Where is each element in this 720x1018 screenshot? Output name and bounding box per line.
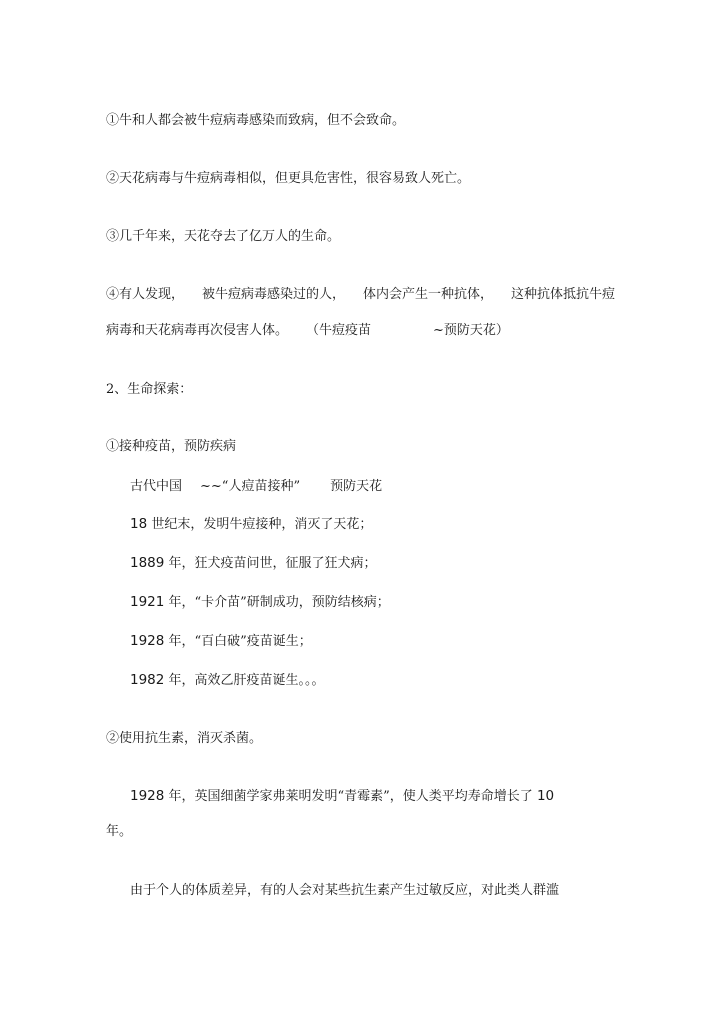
century-text: 世纪末，发明牛痘接种，消灭了天花； bbox=[151, 517, 373, 532]
year-1982: 1982 bbox=[130, 672, 165, 688]
fact-item-3: ③几千年来，天花夺去了亿万人的生命。 bbox=[106, 229, 341, 244]
fact-item-4-part-a: ④有人发现， bbox=[106, 287, 185, 302]
text-1889: 年，狂犬疫苗问世，征服了狂犬病； bbox=[168, 556, 377, 571]
antibiotics-paragraph-1 bbox=[130, 788, 554, 805]
penicillin-text: 年，英国细菌学家弗莱明发明“青霉素”，使人类平均寿命增长了 bbox=[168, 789, 533, 804]
section-2-heading: 2、生命探索： bbox=[106, 382, 193, 397]
antibiotics-paragraph-2: 由于个人的体质差异，有的人会对某些抗生素产生过敏反应，对此类人群滥 bbox=[130, 883, 560, 898]
vaccine-heading: ①接种疫苗，预防疾病 bbox=[106, 439, 237, 454]
vaccine-ancient-china bbox=[130, 479, 382, 495]
fact-item-4-line-2 bbox=[106, 323, 509, 339]
vaccine-1982 bbox=[130, 672, 325, 689]
vaccine-1928 bbox=[130, 633, 312, 650]
text-1921: 年，“卡介苗”研制成功，预防结核病； bbox=[168, 595, 390, 610]
text-1982: 年，高效乙肝疫苗诞生。。。 bbox=[168, 673, 325, 688]
fact-item-4-part-b: 被牛痘病毒感染过的人， bbox=[202, 287, 346, 302]
prevent-smallpox: 预防天花 bbox=[330, 479, 383, 494]
year-penicillin: 1928 bbox=[130, 788, 165, 804]
century-number: 18 bbox=[130, 516, 148, 532]
smallpox-inoculation: ~~“人痘苗接种” bbox=[200, 479, 301, 494]
vaccine-18th-century bbox=[130, 516, 372, 533]
fact-item-4-part-f: （牛痘疫苗 bbox=[306, 323, 372, 338]
text-1928: 年，“百白破”疫苗诞生； bbox=[168, 634, 312, 649]
vaccine-1889 bbox=[130, 555, 377, 572]
year-1889: 1889 bbox=[130, 555, 165, 571]
years-gained: 10 bbox=[536, 788, 555, 804]
ancient-china-label: 古代中国 bbox=[130, 479, 183, 494]
fact-item-4-line-1 bbox=[106, 287, 615, 303]
fact-item-4-part-g: ~预防天花） bbox=[433, 323, 509, 338]
fact-item-4-part-e: 病毒和天花病毒再次侵害人体。 bbox=[106, 323, 289, 338]
antibiotics-heading: ②使用抗生素，消灭杀菌。 bbox=[106, 731, 263, 746]
antibiotics-paragraph-1-end: 年。 bbox=[106, 824, 133, 839]
year-1928: 1928 bbox=[130, 633, 165, 649]
fact-item-4-part-d: 这种抗体抵抗牛痘 bbox=[511, 287, 616, 302]
fact-item-2: ②天花病毒与牛痘病毒相似，但更具危害性，很容易致人死亡。 bbox=[106, 171, 471, 186]
fact-item-1: ①牛和人都会被牛痘病毒感染而致病，但不会致命。 bbox=[106, 113, 406, 128]
vaccine-1921 bbox=[130, 594, 390, 611]
year-1921: 1921 bbox=[130, 594, 165, 610]
fact-item-4-part-c: 体内会产生一种抗体， bbox=[363, 287, 494, 302]
